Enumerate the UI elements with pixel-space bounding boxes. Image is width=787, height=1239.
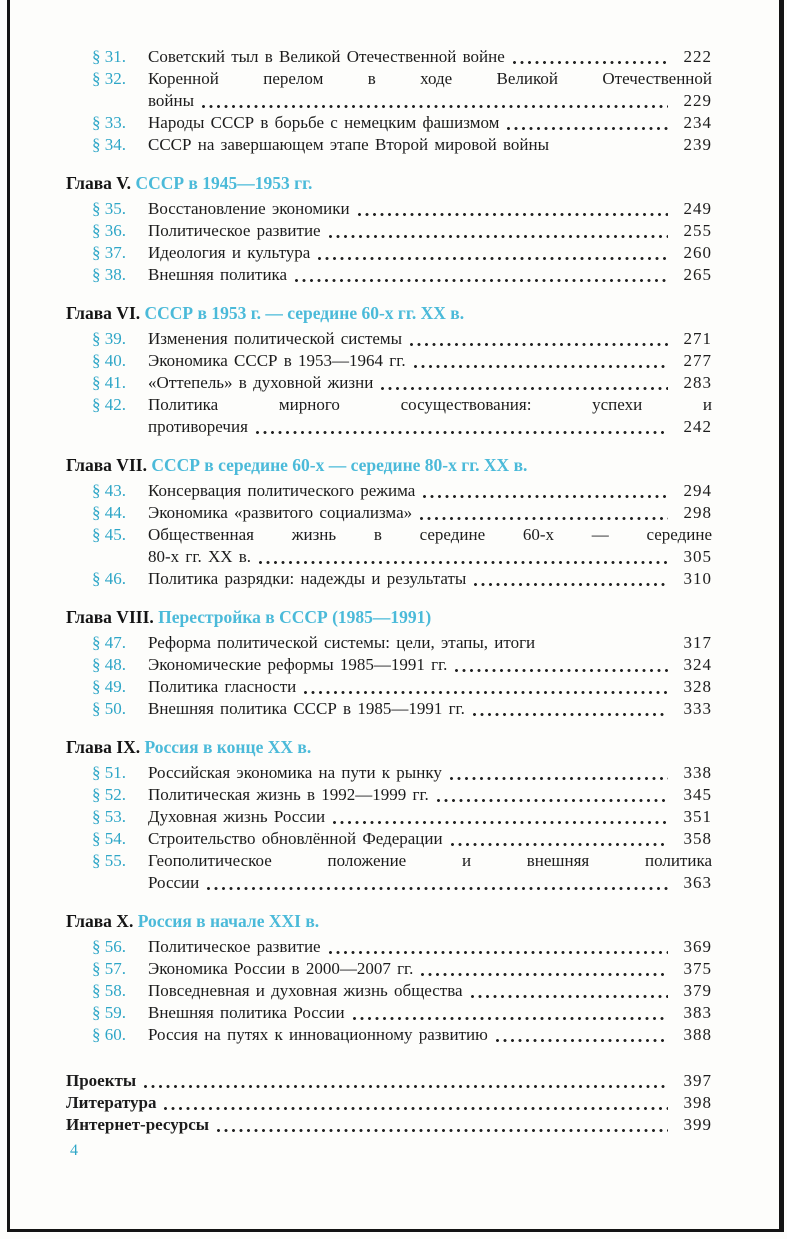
paragraph-number: § 51. [92,763,126,782]
entry-page-number: 239 [683,135,712,154]
toc-entry [92,1024,712,1046]
entry-line [148,328,712,350]
entry-text: Геополитическое положение и внешняя политика [148,851,712,870]
entry-text: Восстановление экономики [148,199,350,218]
paragraph-number: § 47. [92,633,126,652]
toc-entry [66,1070,712,1092]
paragraph-number: § 52. [92,785,126,804]
dot-leader [471,985,668,1002]
entry-text: Реформа политической системы: цели, этапы, итоги [148,633,536,652]
entry-line [148,502,712,524]
entry-text: Идеология и культура [148,243,311,262]
entry-text: Политика разрядки: надежды и результаты [148,569,467,588]
toc-section [66,302,712,438]
paragraph-number: § 54. [92,829,126,848]
entry-line [148,372,712,394]
toc-section [66,910,712,1046]
entry-line [148,828,712,850]
entry-page-number: 277 [683,351,712,370]
chapter-heading [66,172,712,194]
scan-border-right [779,0,784,1232]
chapter-number: Глава VII. [66,455,152,475]
dot-leader [423,485,668,502]
toc-entry [92,112,712,134]
dot-leader [420,507,668,524]
dot-leader [207,877,668,894]
toc-section [66,606,712,720]
entry-text: Духовная жизнь России [148,807,326,826]
toc-entry [92,676,712,698]
entry-text: «Оттепель» в духовной жизни [148,373,374,392]
paragraph-number: § 33. [92,113,126,132]
dot-leader [455,659,668,676]
entry-line [148,980,712,1002]
entry-page-number: 398 [683,1093,712,1112]
chapter-title: Россия в начале XXI в. [137,911,320,931]
toc-entry [92,242,712,264]
entry-line [148,958,712,980]
entry-line [148,90,712,112]
toc-entry [92,936,712,958]
entry-page-number: 383 [683,1003,712,1022]
entry-page-number: 229 [683,91,712,110]
entry-body [148,524,712,568]
dot-leader [259,551,668,568]
entry-line [66,1114,712,1136]
entry-body [148,958,712,980]
dot-leader [381,377,668,394]
toc-section [66,454,712,590]
entry-text: Интернет-ресурсы [66,1115,210,1134]
entry-page-number: 234 [683,113,712,132]
chapter-title: СССР в 1953 г. — середине 60-х гг. XX в. [144,303,465,323]
entry-line [148,112,712,134]
entry-text: СССР на завершающем этапе Второй мировой войны [148,135,550,154]
entry-line [148,46,712,68]
entry-text: Политика мирного сосуществования: успехи и [148,395,712,414]
entry-line [148,480,712,502]
paragraph-number: § 31. [92,47,126,66]
entry-line [66,1070,712,1092]
entry-line [148,198,712,220]
dot-leader [164,1097,668,1114]
paragraph-number: § 41. [92,373,126,392]
dot-leader [421,963,668,980]
chapter-heading [66,302,712,324]
toc-entry [92,1002,712,1024]
entry-body [148,568,712,590]
toc-entry [92,632,712,654]
entry-text: Российская экономика на пути к рынку [148,763,442,782]
entry-page-number: 249 [683,199,712,218]
entry-text: Народы СССР в борьбе с немецким фашизмом [148,113,500,132]
paragraph-number: § 56. [92,937,126,956]
entry-text: Экономика СССР в 1953—1964 гг. [148,351,406,370]
entry-text: Строительство обновлённой Федерации [148,829,443,848]
entry-text: Литература [66,1093,157,1112]
entry-text: Изменения политической системы [148,329,403,348]
entry-line [148,698,712,720]
entry-body [148,46,712,68]
chapter-title: СССР в середине 60-х — середине 80-х гг. XX в. [151,455,528,475]
toc-entry [92,762,712,784]
entry-body [148,372,712,394]
entry-page-number: 351 [683,807,712,826]
entry-line [148,220,712,242]
entry-text: Внешняя политика России [148,1003,345,1022]
entry-body [148,632,712,654]
toc-entry [92,828,712,850]
chapter-title: Перестройка в СССР (1985—1991) [158,607,432,627]
paragraph-number: § 46. [92,569,126,588]
dot-leader [513,51,668,68]
toc-entry [92,328,712,350]
toc-section [66,172,712,286]
entry-page-number: 294 [683,481,712,500]
dot-leader [329,941,668,958]
entry-line [148,632,712,654]
dot-leader [358,203,668,220]
chapter-number: Глава IX. [66,737,145,757]
entry-line [148,806,712,828]
dot-leader [496,1029,668,1046]
toc-entry [92,372,712,394]
entry-page-number: 260 [683,243,712,262]
dot-leader [144,1075,668,1092]
entry-page-number: 388 [683,1025,712,1044]
entry-text: Общественная жизнь в середине 60-х — середине [148,525,712,544]
entry-body [148,502,712,524]
entry-text: Политическое развитие [148,221,321,240]
dot-leader [474,573,668,590]
chapter-heading [66,606,712,628]
entry-text: России [148,873,200,892]
entry-line [148,676,712,698]
entry-line [148,264,712,286]
paragraph-number: § 60. [92,1025,126,1044]
toc-entry [92,958,712,980]
entry-body [148,828,712,850]
entry-page-number: 379 [683,981,712,1000]
paragraph-number: § 44. [92,503,126,522]
entry-page-number: 305 [683,547,712,566]
dot-leader [543,637,668,654]
paragraph-number: § 57. [92,959,126,978]
entry-line [148,936,712,958]
dot-leader [329,225,668,242]
entry-body [148,980,712,1002]
entry-body [148,806,712,828]
entry-line [148,762,712,784]
entry-text: Политика гласности [148,677,297,696]
chapter-number: Глава VIII. [66,607,159,627]
entry-page-number: 363 [683,873,712,892]
chapter-number: Глава X. [66,911,138,931]
entry-line [148,134,712,156]
entry-line [148,784,712,806]
entry-line [148,416,712,438]
entry-line [148,350,712,372]
toc-entry [92,198,712,220]
entry-line [148,568,712,590]
paragraph-number: § 36. [92,221,126,240]
paragraph-number: § 53. [92,807,126,826]
paragraph-number: § 43. [92,481,126,500]
toc-entry [92,502,712,524]
toc-entry [92,806,712,828]
page-number: 4 [70,1142,78,1159]
dot-leader [353,1007,668,1024]
entry-text: Политическое развитие [148,937,321,956]
entry-text: Внешняя политика СССР в 1985—1991 гг. [148,699,465,718]
entry-page-number: 242 [683,417,712,436]
entry-body [148,112,712,134]
dot-leader [437,789,668,806]
chapter-heading [66,910,712,932]
dot-leader [473,703,668,720]
chapter-number: Глава VI. [66,303,145,323]
entry-page-number: 310 [683,569,712,588]
entry-body [148,676,712,698]
entry-page-number: 271 [683,329,712,348]
toc-entry [92,46,712,68]
entry-page-number: 399 [683,1115,712,1134]
entry-page-number: 255 [683,221,712,240]
dot-leader [557,139,668,156]
entry-page-number: 358 [683,829,712,848]
toc-entry [92,568,712,590]
entry-text: Россия на путях к инновационному развитию [148,1025,488,1044]
toc-entry [92,394,712,438]
toc-entry [92,264,712,286]
entry-page-number: 397 [683,1071,712,1090]
entry-body [148,1002,712,1024]
entry-line [148,872,712,894]
paragraph-number: § 48. [92,655,126,674]
entry-text: Экономика России в 2000—2007 гг. [148,959,414,978]
entry-body [148,198,712,220]
scan-border-left [7,0,10,1232]
paragraph-number: § 32. [92,69,126,88]
entry-text: Экономические реформы 1985—1991 гг. [148,655,448,674]
toc-entry [92,980,712,1002]
entry-line [148,654,712,676]
entry-text: Внешняя политика [148,265,288,284]
entry-line [148,546,712,568]
entry-page-number: 324 [683,655,712,674]
entry-body [148,698,712,720]
entry-page-number: 265 [683,265,712,284]
back-matter [66,1070,712,1136]
toc-entry [92,134,712,156]
toc-entry [92,480,712,502]
entry-text: Проекты [66,1071,137,1090]
toc-entry [92,654,712,676]
chapter-number: Глава V. [66,173,136,193]
entry-body [148,264,712,286]
entry-text: Экономика «развитого социализма» [148,503,413,522]
table-of-contents [66,46,712,1136]
entry-line [66,1092,712,1114]
dot-leader [451,833,668,850]
paragraph-number: § 39. [92,329,126,348]
entry-body [148,654,712,676]
dot-leader [256,421,668,438]
chapter-title: СССР в 1945—1953 гг. [135,173,313,193]
entry-page-number: 298 [683,503,712,522]
entry-text: Советский тыл в Великой Отечественной войне [148,47,505,66]
entry-body [148,350,712,372]
entry-body [148,68,712,112]
entry-body [148,784,712,806]
entry-body [148,394,712,438]
toc-entry [92,698,712,720]
paragraph-number: § 55. [92,851,126,870]
entry-page-number: 317 [683,633,712,652]
toc-entry [66,1114,712,1136]
entry-page-number: 333 [683,699,712,718]
entry-line [148,242,712,264]
paragraph-number: § 42. [92,395,126,414]
toc-entry [92,524,712,568]
paragraph-number: § 37. [92,243,126,262]
chapter-heading [66,736,712,758]
entry-page-number: 375 [683,959,712,978]
toc-entry [92,850,712,894]
paragraph-number: § 35. [92,199,126,218]
dot-leader [507,117,668,134]
toc-entry [66,1092,712,1114]
dot-leader [333,811,668,828]
dot-leader [414,355,668,372]
entry-body [148,480,712,502]
entry-line [148,1002,712,1024]
entry-body [148,242,712,264]
entry-page-number: 283 [683,373,712,392]
toc-entry [92,350,712,372]
paragraph-number: § 59. [92,1003,126,1022]
paragraph-number: § 34. [92,135,126,154]
entry-page-number: 338 [683,763,712,782]
entry-body [148,762,712,784]
entry-body [148,220,712,242]
paragraph-number: § 40. [92,351,126,370]
paragraph-number: § 58. [92,981,126,1000]
entry-text: Политическая жизнь в 1992—1999 гг. [148,785,429,804]
paragraph-number: § 49. [92,677,126,696]
entry-page-number: 369 [683,937,712,956]
entry-page-number: 345 [683,785,712,804]
entry-body [148,134,712,156]
entry-text: Коренной перелом в ходе Великой Отечественной [148,69,712,88]
entry-body [148,936,712,958]
entry-text: войны [148,91,195,110]
entry-page-number: 328 [683,677,712,696]
dot-leader [450,767,668,784]
entry-text: противоречия [148,417,248,436]
entry-body [148,1024,712,1046]
paragraph-number: § 45. [92,525,126,544]
toc-entry [92,68,712,112]
entry-page-number: 222 [683,47,712,66]
scan-border-bottom [7,1229,784,1232]
toc-entry [92,784,712,806]
chapter-heading [66,454,712,476]
toc-entry [92,220,712,242]
dot-leader [318,247,668,264]
toc-section [66,736,712,894]
entry-body [148,850,712,894]
entry-body [148,328,712,350]
dot-leader [295,269,668,286]
entry-line [148,1024,712,1046]
dot-leader [202,95,668,112]
entry-text: Повседневная и духовная жизнь общества [148,981,463,1000]
dot-leader [304,681,668,698]
dot-leader [217,1119,668,1136]
entry-text: 80-х гг. XX в. [148,547,252,566]
paragraph-number: § 38. [92,265,126,284]
entry-text: Консервация политического режима [148,481,416,500]
dot-leader [410,333,668,350]
chapter-title: Россия в конце XX в. [144,737,312,757]
paragraph-number: § 50. [92,699,126,718]
